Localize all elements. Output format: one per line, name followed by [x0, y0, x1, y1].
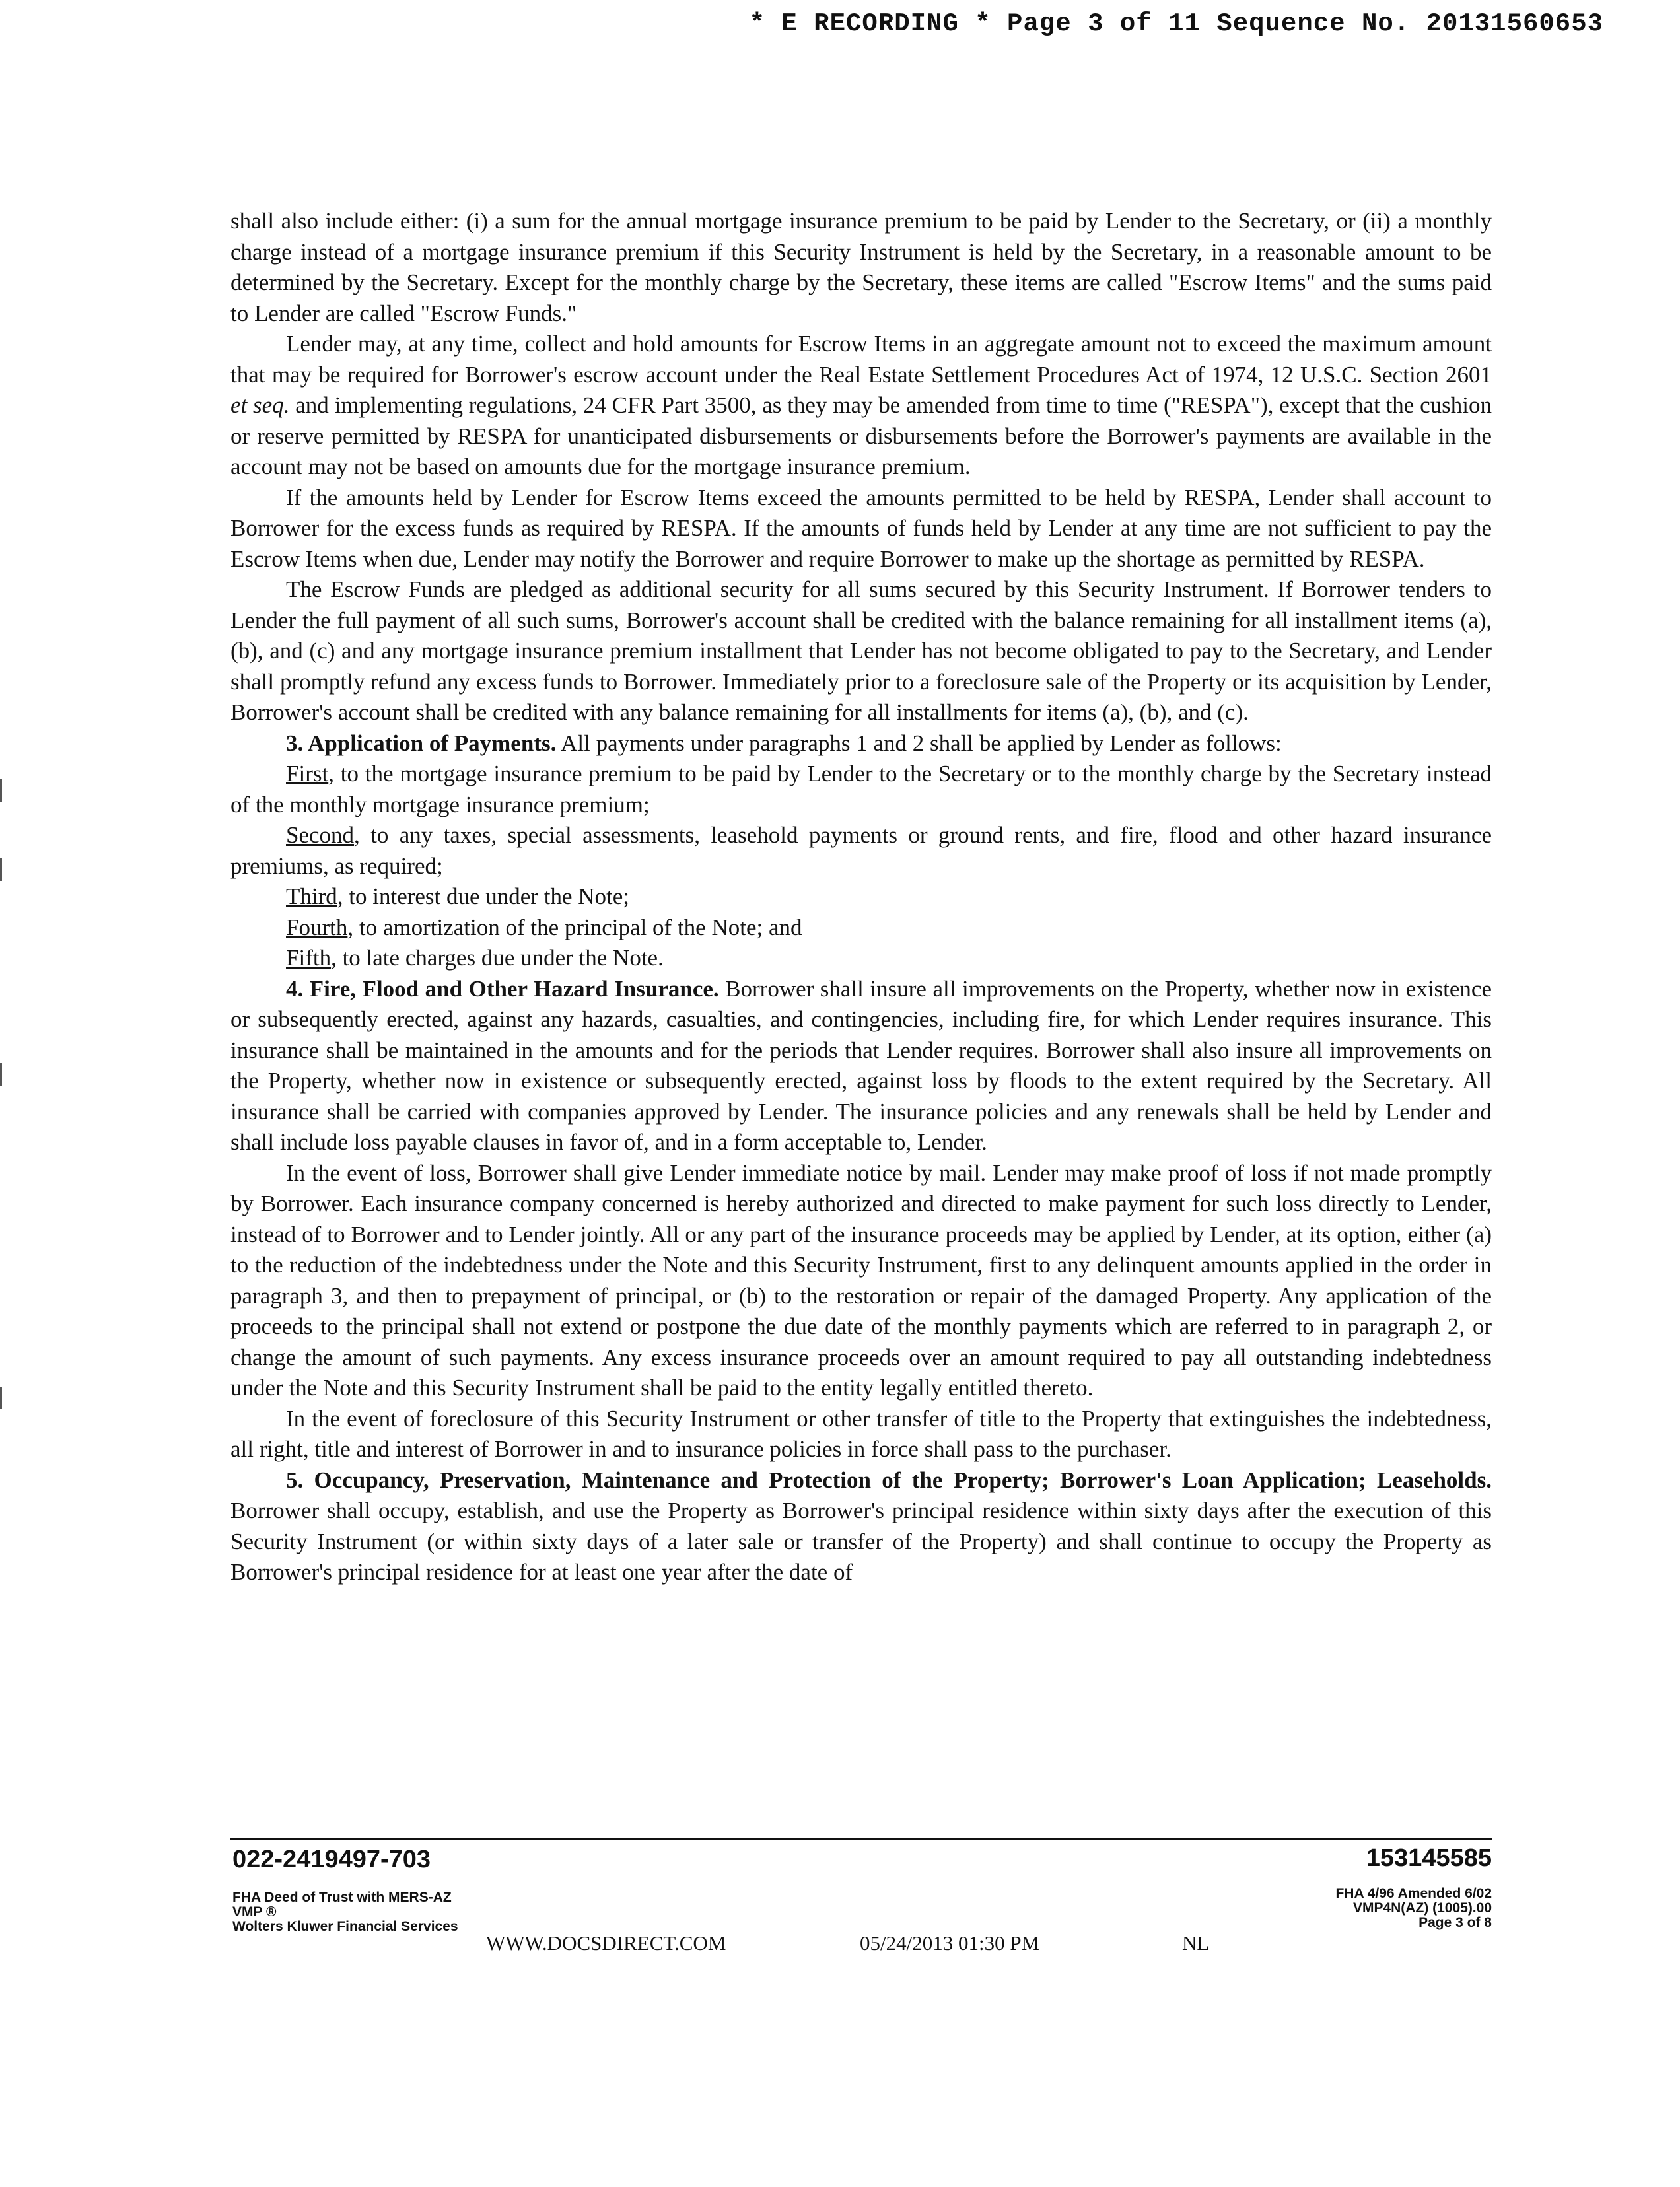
payment-order-fifth: Fifth, to late charges due under the Note.: [286, 945, 664, 971]
scan-edge-mark: [0, 1063, 2, 1086]
publisher: Wolters Kluwer Financial Services: [232, 1919, 458, 1934]
paragraph-respa: Lender may, at any time, collect and hold amounts for Escrow Items in an aggregate amount not to exceed the maximum amount that may be required for Borrower's escrow account under the Real Estate Settlement Procedures Act of 1974, 12 U.S.C. Section 2601 et seq. and implementing regulations, 24 CFR Part 3500, as they may be amended from time to time ("RESPA"), except that the cushion or reserve permitted by RESPA for unanticipated disbursements or disbursements before the Borrower's payments are available in the account may not be based on amounts due for the mortgage insurance premium.: [230, 331, 1492, 479]
document-body: [230, 206, 1492, 1588]
section-5-heading: 5. Occupancy, Preservation, Maintenance and Protection of the Property; Borrower's Loan Application; Leaseholds.: [286, 1467, 1492, 1493]
page-indicator: Page 3 of 8: [1418, 1915, 1492, 1930]
paragraph-escrow-items: shall also include either: (i) a sum for the annual mortgage insurance premium to be paid by Lender to the Secretary, or (ii) a monthly charge instead of a mortgage insurance premium if this Security Instrument is held by the Secretary, in a reasonable amount to be determined by the Secretary. Except for the monthly charge by the Secretary, these items are called "Escrow Items" and the sums paid to Lender are called "Escrow Funds.": [230, 208, 1492, 326]
print-initials: NL: [1182, 1931, 1210, 1955]
payment-order-first: First, to the mortgage insurance premium to be paid by Lender to the Secretary or to the monthly charge by the Secretary instead of the monthly mortgage insurance premium;: [230, 761, 1492, 817]
form-code: VMP4N(AZ) (1005).00: [1352, 1900, 1492, 1916]
scan-edge-mark: [0, 858, 2, 881]
scan-edge-mark: [0, 1387, 2, 1409]
section-3-heading: 3. Application of Payments.: [286, 730, 557, 756]
document-number: 153145585: [1366, 1844, 1492, 1872]
section-4-heading: 4. Fire, Flood and Other Hazard Insurance.: [286, 975, 719, 1002]
payment-order-fourth: Fourth, to amortization of the principal of the Note; and: [286, 914, 802, 940]
scan-edge-mark: [0, 779, 2, 802]
footer-divider: [230, 1838, 1492, 1840]
recording-header: * E RECORDING * Page 3 of 11 Sequence No. 20131560653: [749, 9, 1603, 38]
paragraph-escrow-pledged: The Escrow Funds are pledged as additional security for all sums secured by this Security Instrument. If Borrower tenders to Lender the full payment of all such sums, Borrower's account shall be credited with the balance remaining for all installment items (a), (b), and (c) and any mortgage insurance premium installment that Lender has not become obligated to pay to the Secretary, and Lender shall promptly refund any excess funds to Borrower. Immediately prior to a foreclosure sale of the Property or its acquisition by Lender, Borrower's account shall be credited with any balance remaining for all installments for items (a), (b), and (c).: [230, 576, 1492, 725]
paragraph-event-of-loss: In the event of loss, Borrower shall give Lender immediate notice by mail. Lender may make proof of loss if not made promptly by Borrower. Each insurance company concerned is hereby authorized and directed to make payment for such loss directly to Lender, instead of to Borrower and to Lender jointly. All or any part of the insurance proceeds may be applied by Lender, at its option, either (a) to the reduction of the indebtedness under the Note and this Security Instrument, first to any delinquent amounts applied in the order in paragraph 3, and then to prepayment of principal, or (b) to the restoration or repair of the damaged Property. Any application of the proceeds to the principal shall not extend or postpone the due date of the monthly payments which are referred to in paragraph 2, or change the amount of such payments. Any excess insurance proceeds over an amount required to pay all outstanding indebtedness under the Note and this Security Instrument shall be paid to the entity legally entitled thereto.: [230, 1160, 1492, 1401]
form-revision: FHA 4/96 Amended 6/02: [1335, 1886, 1492, 1901]
section-3-application-of-payments: 3. Application of Payments. All payments under paragraphs 1 and 2 shall be applied by Lender as follows:: [286, 730, 1282, 756]
payment-order-third: Third, to interest due under the Note;: [286, 884, 629, 909]
print-url: WWW.DOCSDIRECT.COM: [486, 1931, 726, 1955]
print-datetime: 05/24/2013 01:30 PM: [860, 1931, 1040, 1955]
section-5-occupancy: 5. Occupancy, Preservation, Maintenance and Protection of the Property; Borrower's Loan Application; Leaseholds. Borrower shall occupy, establish, and use the Property as Borrower's principal residence within sixty days after the execution of this Security Instrument (or within sixty days of a later sale or transfer of the Property) and shall continue to occupy the Property as Borrower's principal residence for at least one year after the date of: [230, 1467, 1492, 1585]
paragraph-foreclosure: In the event of foreclosure of this Security Instrument or other transfer of title to the Property that extinguishes the indebtedness, all right, title and interest of Borrower in and to insurance policies in force shall pass to the purchaser.: [230, 1405, 1492, 1462]
form-info-left: [232, 1891, 458, 1934]
payment-order-second: Second, to any taxes, special assessments, leasehold payments or ground rents, and fire, flood and other hazard insurance premiums, as required;: [230, 822, 1492, 879]
form-info-right: [1335, 1887, 1492, 1930]
loan-number: 022-2419497-703: [232, 1846, 431, 1873]
section-4-hazard-insurance: 4. Fire, Flood and Other Hazard Insurance. Borrower shall insure all improvements on the Property, whether now in existence or subsequently erected, against any hazards, casualties, and contingencies, including fire, for which Lender requires insurance. This insurance shall be maintained in the amounts and for the periods that Lender requires. Borrower shall also insure all improvements on the Property, whether now in existence or subsequently erected, against loss by floods to the extent required by the Secretary. All insurance shall be carried with companies approved by Lender. The insurance policies and any renewals shall be held by Lender and shall include loss payable clauses in favor of, and in a form acceptable to, Lender.: [230, 975, 1492, 1155]
form-title: FHA Deed of Trust with MERS-AZ: [232, 1890, 452, 1905]
paragraph-excess-funds: If the amounts held by Lender for Escrow Items exceed the amounts permitted to be held by RESPA, Lender shall account to Borrower for the excess funds as required by RESPA. If the amounts of funds held by Lender at any time are not sufficient to pay the Escrow Items when due, Lender may notify the Borrower and require Borrower to make up the shortage as permitted by RESPA.: [230, 484, 1492, 572]
vmp-mark: VMP ®: [232, 1904, 277, 1920]
